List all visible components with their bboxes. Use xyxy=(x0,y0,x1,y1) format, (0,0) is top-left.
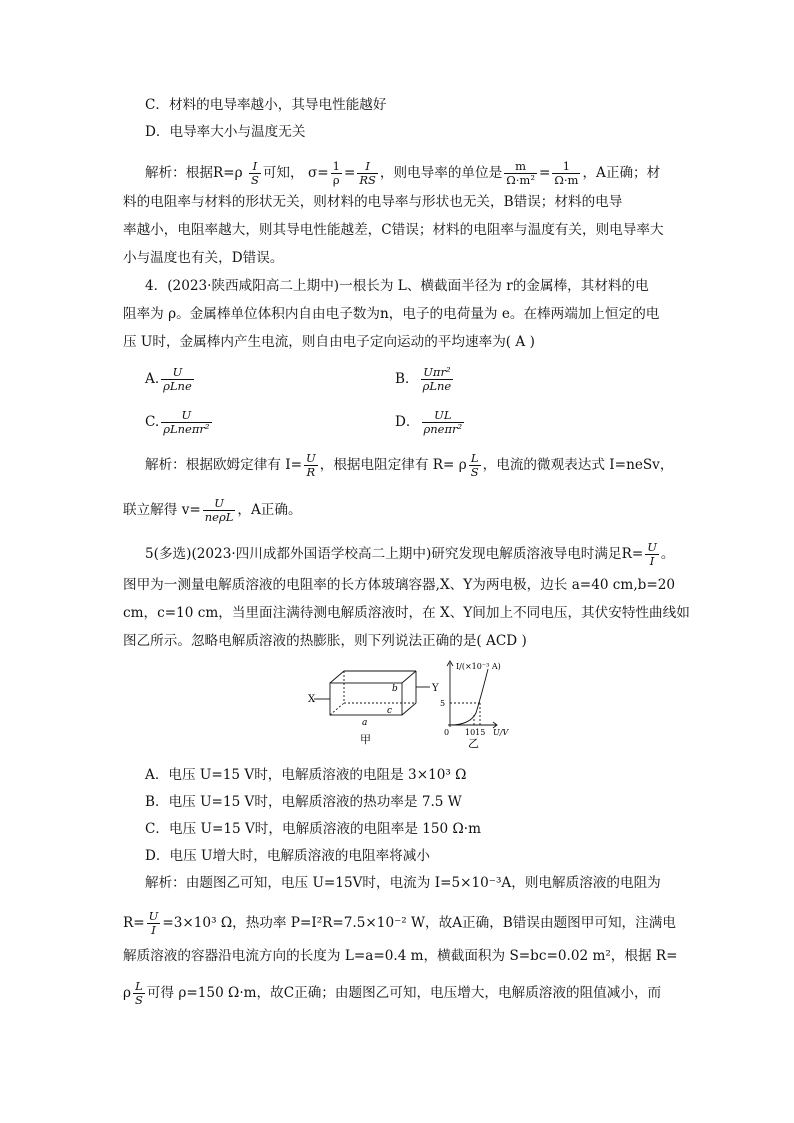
fraction: $\frac{1}{\Omega\cdot m}$ xyxy=(554,159,579,187)
axis-u-label: U/V xyxy=(493,728,509,737)
label-a: a xyxy=(362,718,368,728)
tick-5: 5 xyxy=(440,699,446,708)
q5-stem-line1: 5(多选)(2023·四川成都外国语学校高二上期中)研究发现电解质溶液导电时满足R= $\frac{U}{I}$ 。 xyxy=(145,540,675,568)
fraction: $\frac{UL}{\text{ρneπr²}}$ xyxy=(423,408,463,436)
q4-solution-line2: 联立解得 v= $\frac{U}{\text{neρL}}$ ，A正确。 xyxy=(123,496,302,524)
q5-stem-line4: 图乙所示。忽略电解质溶液的热膨胀，则下列说法正确的是( ACD ) xyxy=(123,633,527,649)
fraction: $\frac{I}{S}$ xyxy=(250,159,259,187)
q5-option-d: D．电压 U增大时，电解质溶液的电阻率将减小 xyxy=(145,848,430,864)
fraction: $\frac{L}{S}$ xyxy=(135,979,143,1007)
q4-stem-line1: 4．(2023·陕西咸阳高二上期中)一根长为 L、横截面半径为 r的金属棒，其材料的电 xyxy=(145,278,649,294)
fraction: $\frac{U}{R}$ xyxy=(306,451,316,479)
axis-i-label: I/(×10⁻³ A) xyxy=(456,662,501,671)
fraction: $\frac{U}{\text{ρLne}}$ xyxy=(163,365,192,393)
q5-solution-line1: 解析：由题图乙可知，电压 U=15V时，电流为 I=5×10⁻³A，则电解质溶液的电阻为 xyxy=(145,875,661,891)
q5-stem-line3: cm，c=10 cm，当里面注满待测电解质溶液时，在 X、Y间加上不同电压，其伏安特性曲线如 xyxy=(123,605,690,621)
iu-graph xyxy=(447,661,497,728)
q4-option-d: D． $\frac{UL}{\text{ρneπr²}}$ xyxy=(395,408,463,436)
q5-solution-line2: R= $\frac{U}{I}$ =3×10³ Ω，热功率 P=I²R=7.5×10⁻² W，故A正确，B错误由题图甲可知，注满电 xyxy=(123,909,676,937)
q4-option-b: B． $\frac{\text{Uπr²}}{\text{ρLne}}$ xyxy=(395,365,452,393)
q5-option-b: B．电压 U=15 V时，电解质溶液的热功率是 7.5 W xyxy=(145,794,462,810)
q3-solution-line2: 料的电阻率与材料的形状无关，则材料的电导率与形状也无关，B错误；材料的电导 xyxy=(123,194,623,210)
q3-solution-line1: 解析：根据R=ρ $\frac{I}{S}$ 可知， σ= $\frac{1}{\rho}$ = $\frac{I}{RS}$ ，则电导率的单位是 $\frac{m}{\text{Ω·m²}}$ = $\frac{1}{\Omega\cdot m}$ ，A正确；材 xyxy=(145,159,661,187)
q4-option-c: C. $\frac{U}{\text{ρLneπr²}}$ xyxy=(145,408,210,436)
iu-curve xyxy=(450,669,488,725)
q3-solution-line3: 率越小，电阻率越大，则其导电性能越差，C错误；材料的电阻率与温度有关，则电导率大 xyxy=(123,222,664,238)
fraction: $\frac{U}{\text{neρL}}$ xyxy=(204,496,234,524)
q5-option-c: C．电压 U=15 V时，电解质溶液的电阻率是 150 Ω·m xyxy=(145,821,481,837)
q4-solution-line1: 解析：根据欧姆定律有 I= $\frac{U}{R}$ ，根据电阻定律有 R= ρ $\frac{L}{S}$ ，电流的微观表达式 I=neSv， xyxy=(145,451,674,479)
q3-solution-line4: 小与温度也有关，D错误。 xyxy=(123,250,284,266)
fraction: $\frac{L}{S}$ xyxy=(470,451,479,479)
container-box xyxy=(314,671,430,715)
fraction: $\frac{1}{\rho}$ xyxy=(332,159,340,187)
box-edge xyxy=(402,671,416,683)
q5-solution-line3: 解质溶液的容器沿电流方向的长度为 L=a=0.4 m，横截面积为 S=bc=0.02 m²，根据 R= xyxy=(123,948,678,964)
q5-figure xyxy=(300,657,530,749)
q4-stem-line2: 阻率为 ρ。金属棒单位体积内自由电子数为n，电子的电荷量为 e。在棒两端加上恒定的电 xyxy=(123,306,660,322)
box-edge xyxy=(330,671,344,683)
q4-option-a: A. $\frac{U}{\text{ρLne}}$ xyxy=(145,365,192,393)
box-hidden-edge xyxy=(330,703,344,715)
fraction: $\frac{U}{I}$ xyxy=(647,540,657,568)
q3-option-d: D．电导率大小与温度无关 xyxy=(145,124,306,140)
fraction: $\frac{I}{RS}$ xyxy=(359,159,376,187)
label-c: c xyxy=(387,706,393,716)
tick-0: 0 xyxy=(444,728,450,737)
fraction: $\frac{U}{\text{ρLneπr²}}$ xyxy=(163,408,210,436)
box-edge xyxy=(402,703,416,715)
fraction: $\frac{m}{\text{Ω·m²}}$ xyxy=(506,159,535,187)
q5-option-a: A．电压 U=15 V时，电解质溶液的电阻是 3×10³ Ω xyxy=(145,767,467,783)
label-x: X xyxy=(308,694,316,705)
fraction: $\frac{U}{I}$ xyxy=(148,909,159,937)
q4-stem-line3: 压 U时，金属棒内产生电流，则自由电子定向运动的平均速率为( A ) xyxy=(123,334,535,350)
q5-stem-line2: 图甲为一测量电解质溶液的电阻率的长方体玻璃容器,X、Y为两电极，边长 a=40 cm,b=20 xyxy=(123,577,676,593)
label-y: Y xyxy=(432,683,439,694)
label-b: b xyxy=(392,684,398,694)
caption-yi: 乙 xyxy=(468,737,479,749)
q5-solution-line4: ρ $\frac{L}{S}$ 可得 ρ=150 Ω·m，故C正确；由题图乙可知，电压增大，电解质溶液的阻值减小，而 xyxy=(123,979,662,1007)
tick-1015: 1015 xyxy=(465,728,486,737)
fraction: $\frac{\text{Uπr²}}{\text{ρLne}}$ xyxy=(422,365,452,393)
q3-option-c: C．材料的电导率越小，其导电性能越好 xyxy=(145,97,387,113)
caption-jia: 甲 xyxy=(360,733,371,746)
